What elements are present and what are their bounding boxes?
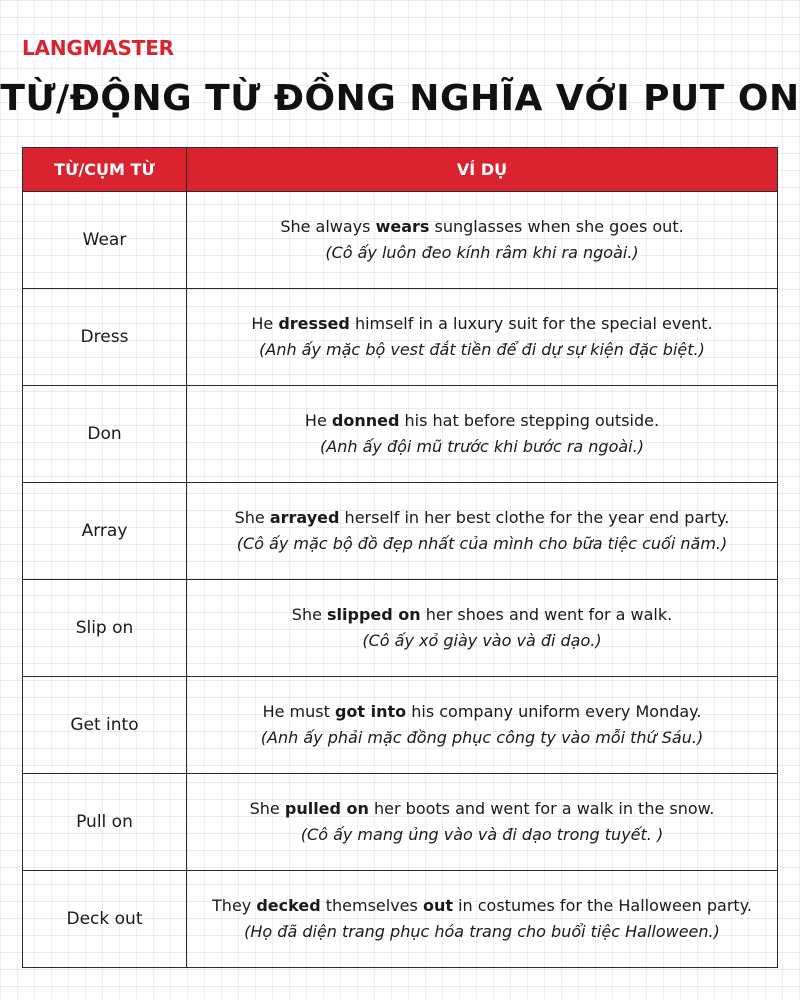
- table-row: [23, 774, 778, 871]
- example-keyword: donned: [331, 411, 400, 430]
- example-cell: [187, 677, 778, 774]
- example-text: herself in her best clothe for the year end party.: [339, 508, 730, 527]
- example-keyword: out: [422, 896, 453, 915]
- example-english: [193, 602, 771, 628]
- example-cell: [187, 580, 778, 677]
- example-english: [193, 893, 771, 919]
- example-english: [193, 408, 771, 434]
- example-keyword: got into: [334, 702, 407, 721]
- example-english: [193, 311, 771, 337]
- synonyms-table: [22, 147, 778, 968]
- example-text: She: [234, 508, 270, 527]
- word-label: Array: [81, 521, 128, 541]
- word-cell: [23, 580, 187, 677]
- example-text: himself in a luxury suit for the special event.: [349, 314, 713, 333]
- example-text: He: [304, 411, 332, 430]
- example-cell: [187, 386, 778, 483]
- example-vietnamese: (Cô ấy mang ủng vào và đi dạo trong tuyết. ): [300, 825, 664, 844]
- example-cell: [187, 483, 778, 580]
- table-body: [23, 192, 778, 968]
- example-vietnamese: (Cô ấy luôn đeo kính râm khi ra ngoài.): [325, 243, 639, 262]
- header-word: TỪ/CỤM TỪ: [23, 148, 187, 192]
- example-english: [193, 796, 771, 822]
- example-cell: [187, 871, 778, 968]
- table-row: [23, 580, 778, 677]
- word-cell: [23, 483, 187, 580]
- example-keyword: wears: [375, 217, 430, 236]
- word-cell: [23, 871, 187, 968]
- example-keyword: pulled on: [284, 799, 369, 818]
- example-cell: [187, 774, 778, 871]
- example-vietnamese: (Anh ấy phải mặc đồng phục công ty vào mỗi thứ Sáu.): [260, 728, 704, 747]
- table-header-row: [23, 148, 778, 192]
- example-keyword: slipped on: [327, 605, 421, 624]
- table-row: [23, 871, 778, 968]
- example-keyword: dressed: [278, 314, 350, 333]
- example-text: in costumes for the Halloween party.: [452, 896, 752, 915]
- example-vietnamese: (Anh ấy đội mũ trước khi bước ra ngoài.): [320, 437, 644, 456]
- example-english: [193, 214, 771, 240]
- word-cell: [23, 192, 187, 289]
- word-label: Slip on: [75, 618, 134, 638]
- example-text: He: [251, 314, 279, 333]
- table-row: [23, 386, 778, 483]
- table-row: [23, 677, 778, 774]
- table-row: [23, 192, 778, 289]
- word-label: Wear: [82, 230, 127, 250]
- word-label: Don: [87, 424, 122, 444]
- example-vietnamese: (Họ đã diện trang phục hóa trang cho buổi tiệc Halloween.): [244, 922, 720, 941]
- example-text: sunglasses when she goes out.: [429, 217, 684, 236]
- word-label: Dress: [80, 327, 129, 347]
- word-label: Deck out: [66, 909, 143, 929]
- example-text: his company uniform every Monday.: [406, 702, 702, 721]
- example-text: her shoes and went for a walk.: [420, 605, 673, 624]
- example-vietnamese: (Anh ấy mặc bộ vest đắt tiền để đi dự sự kiện đặc biệt.): [259, 340, 705, 359]
- example-text: She: [291, 605, 328, 624]
- table-row: [23, 289, 778, 386]
- example-cell: [187, 192, 778, 289]
- word-label: Pull on: [76, 812, 133, 832]
- page-title: TỪ/ĐỘNG TỪ ĐỒNG NGHĨA VỚI PUT ON: [0, 78, 800, 119]
- word-cell: [23, 774, 187, 871]
- example-text: her boots and went for a walk in the snow.: [368, 799, 715, 818]
- example-text: She always: [280, 217, 376, 236]
- example-text: She: [249, 799, 285, 818]
- example-text: They: [212, 896, 257, 915]
- header-example: VÍ DỤ: [187, 148, 778, 192]
- example-vietnamese: (Cô ấy mặc bộ đồ đẹp nhất của mình cho bữa tiệc cuối năm.): [236, 534, 728, 553]
- example-text: his hat before stepping outside.: [399, 411, 660, 430]
- example-vietnamese: (Cô ấy xỏ giày vào và đi dạo.): [362, 631, 602, 650]
- example-text: themselves: [320, 896, 423, 915]
- word-cell: [23, 677, 187, 774]
- example-english: [193, 699, 771, 725]
- example-keyword: arrayed: [269, 508, 340, 527]
- word-label: Get into: [70, 715, 139, 735]
- example-text: He must: [262, 702, 335, 721]
- word-cell: [23, 386, 187, 483]
- example-cell: [187, 289, 778, 386]
- word-cell: [23, 289, 187, 386]
- table-row: [23, 483, 778, 580]
- example-keyword: decked: [256, 896, 321, 915]
- example-english: [193, 505, 771, 531]
- brand-logo: LANGMASTER: [22, 36, 174, 60]
